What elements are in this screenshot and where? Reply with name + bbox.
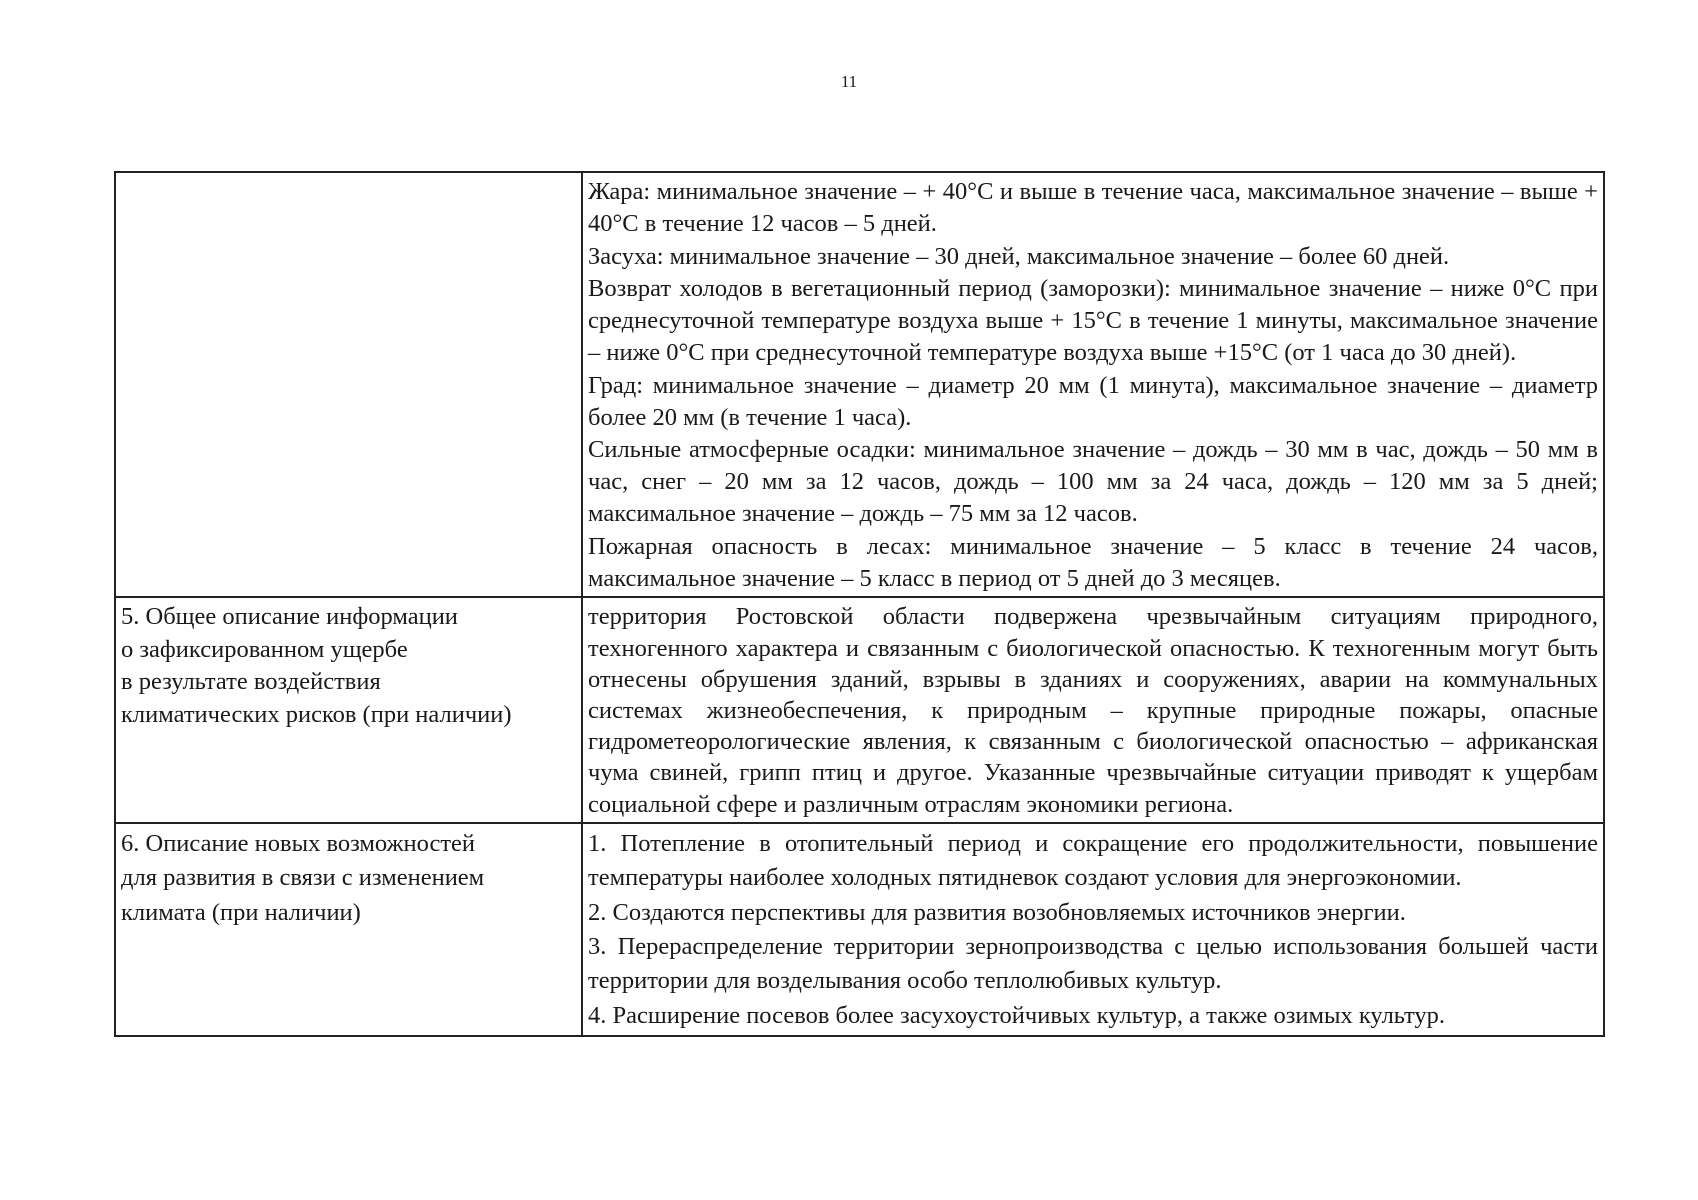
precipitation-parameter-text: Сильные атмосферные осадки: минимальное значение – дождь – 30 мм в час, дождь – 50 мм в час, снег – 20 мм за 12 часов, дождь – 100 мм за 24 часа, дождь – 120 мм за 5 дней; максимальное значение – дождь – 75 мм за 12 часов. <box>588 436 1598 527</box>
row-3-label-line: для развития в связи с изменением <box>121 864 485 892</box>
row-3-content-cell <box>582 823 1604 1036</box>
table-row-climate-parameters <box>115 172 1604 597</box>
opportunity-item-2: 2. Создаются перспективы для развития возобновляемых источников энергии. <box>588 898 1406 926</box>
table-row-damage-description <box>115 597 1604 822</box>
drought-parameter-text: Засуха: минимальное значение – 30 дней, максимальное значение – более 60 дней. <box>588 242 1450 270</box>
document-table <box>114 171 1605 1037</box>
row-2-label-line: о зафиксированном ущербе <box>121 635 408 663</box>
row-3-label-line: 6. Описание новых возможностей <box>121 829 476 857</box>
table-row-new-opportunities <box>115 823 1604 1036</box>
opportunity-item-4: 4. Расширение посевов более засухоустойчивых культур, а также озимых культур. <box>588 1001 1446 1029</box>
row-2-label-line: 5. Общее описание информации <box>121 603 458 631</box>
fire-danger-parameter-text: Пожарная опасность в лесах: минимальное значение – 5 класс в течение 24 часов, максимальное значение – 5 класс в период от 5 дней до 3 месяцев. <box>588 532 1598 592</box>
row-3-label-line: климата (при наличии) <box>121 898 361 926</box>
row-2-label-line: климатических рисков (при наличии) <box>121 700 512 728</box>
heat-parameter-text: Жара: минимальное значение – + 40°С и выше в течение часа, максимальное значение – выше + 40°С в течение 12 часов – 5 дней. <box>588 178 1598 237</box>
row-2-content-cell <box>582 597 1604 822</box>
row-2-label-cell <box>115 597 582 822</box>
row-3-label-cell <box>115 823 582 1036</box>
damage-description-text: территория Ростовской области подвержена чрезвычайным ситуациям природного, техногенного характера и связанным с биологической опасностью. К техногенным могут быть отнесены обрушения зданий, взрывы в зданиях и сооружениях, аварии на коммунальных системах жизнеобеспечения, к природным – крупные природные пожары, опасные гидрометеорологические явления, к связанным с биологической опасностью – африканская чума свиней, грипп птиц и другое. Указанные чрезвычайные ситуации приводят к ущербам социальной сфере и различным отраслям экономики региона. <box>588 603 1598 818</box>
frost-parameter-text: Возврат холодов в вегетационный период (заморозки): минимальное значение – ниже 0°С при среднесуточной температуре воздуха выше + 15°С в течение 1 минуты, максимальное значение – ниже 0°С при среднесуточной температуре воздуха выше +15°С (от 1 часа до 30 дней). <box>588 275 1598 366</box>
hail-parameter-text: Град: минимальное значение – диаметр 20 мм (1 минута), максимальное значение – диаметр более 20 мм (в течение 1 часа). <box>588 371 1598 431</box>
row-1-content-cell <box>582 172 1604 597</box>
page-number: 11 <box>840 72 858 91</box>
opportunity-item-3: 3. Перераспределение территории зернопроизводства с целью использования большей части территории для возделывания особо теплолюбивых культур. <box>588 933 1598 995</box>
opportunity-item-1: 1. Потепление в отопительный период и сокращение его продолжительности, повышение температуры наиболее холодных пятидневок создают условия для энергоэкономии. <box>588 829 1598 892</box>
row-2-label-line: в результате воздействия <box>121 668 381 696</box>
row-1-label-cell <box>115 172 582 597</box>
